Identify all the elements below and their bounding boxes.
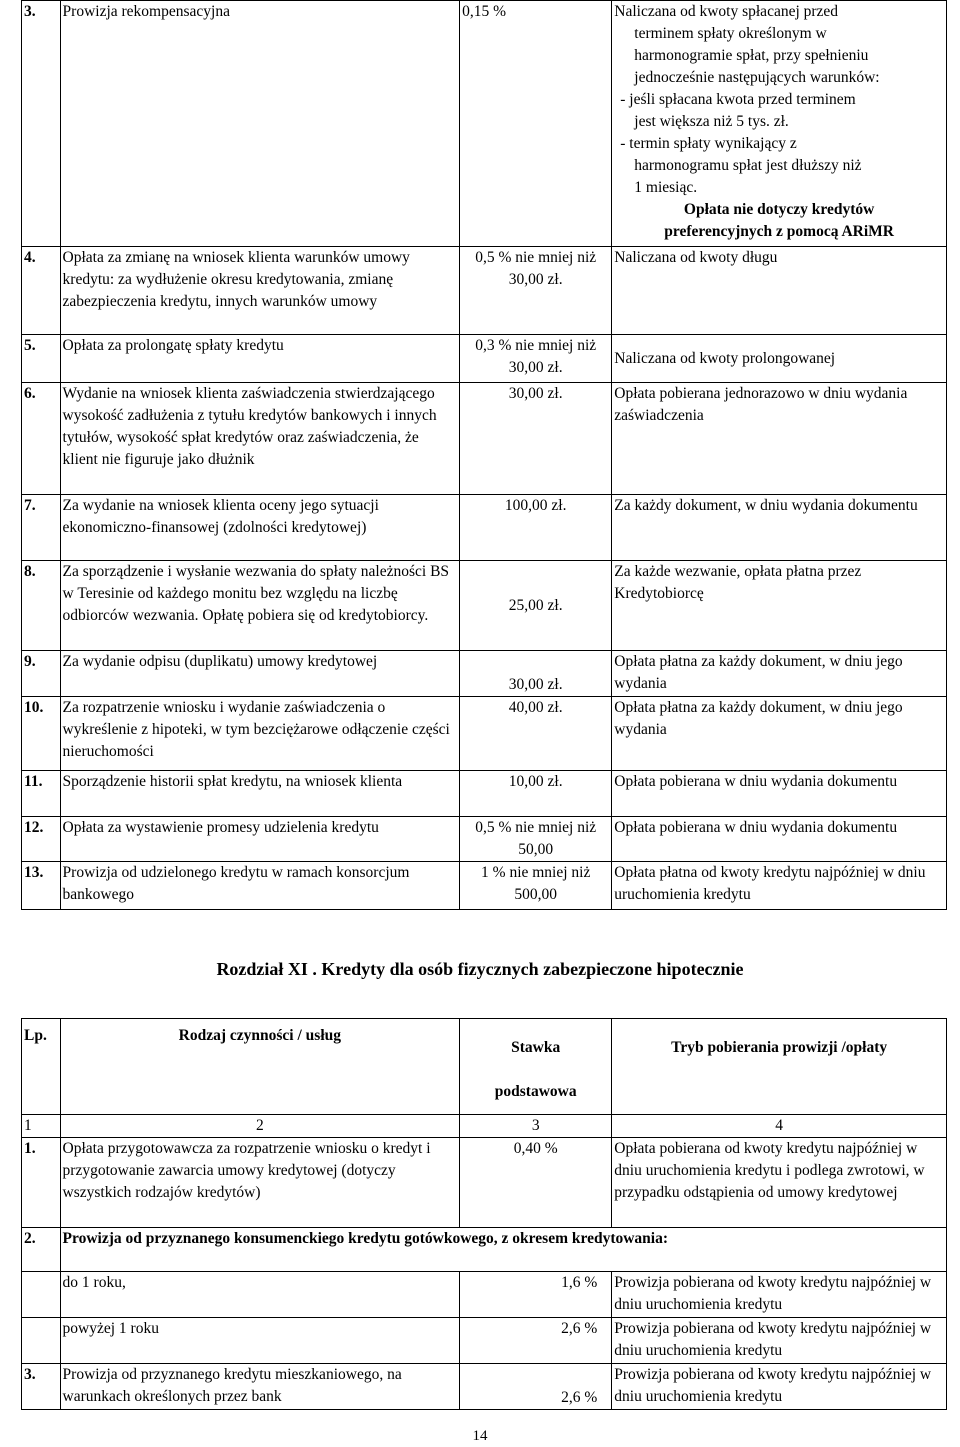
table-row xyxy=(22,561,947,651)
row-name: Prowizja od udzielonego kredytu w ramach konsorcjum bankowego xyxy=(60,862,460,910)
row-mode: Prowizja pobierana od kwoty kredytu najpóźniej w dniu uruchomienia kredytu xyxy=(612,1318,947,1364)
row-name: Za wydanie odpisu (duplikatu) umowy kredytowej xyxy=(60,651,460,697)
mode-line: preferencyjnych z pomocą ARiMR xyxy=(664,223,894,240)
table-row xyxy=(22,1228,947,1272)
row-rate: 10,00 zł. xyxy=(460,771,612,817)
row-mode: Naliczana od kwoty prolongowanej xyxy=(612,335,947,383)
row-rate: 40,00 zł. xyxy=(460,697,612,771)
row-rate: 0,40 % xyxy=(460,1138,612,1228)
table-row xyxy=(22,1138,947,1228)
table-row xyxy=(22,697,947,771)
row-rate: 30,00 zł. xyxy=(460,651,612,697)
row-rate: 2,6 % xyxy=(460,1318,612,1364)
row-mode xyxy=(612,1,947,247)
row-name: Za wydanie na wniosek klienta oceny jego sytuacji ekonomiczno-finansowej (zdolności kredytowej) xyxy=(60,495,460,561)
row-lp: 12. xyxy=(22,817,61,862)
mode-line: harmonogramie spłat, przy spełnieniu xyxy=(634,47,869,64)
page-number: 14 xyxy=(472,1428,488,1444)
table-row xyxy=(22,335,947,383)
mode-line: - termin spłaty wynikający z xyxy=(620,135,797,152)
row-rate: 0,5 % nie mniej niż 50,00 xyxy=(460,817,612,862)
row-lp: 11. xyxy=(22,771,61,817)
table-row xyxy=(22,771,947,817)
row-lp: 4. xyxy=(22,247,61,335)
header-name: Rodzaj czynności / usług xyxy=(60,1019,460,1115)
row-name: Opłata za prolongatę spłaty kredytu xyxy=(60,335,460,383)
row-lp: 6. xyxy=(22,383,61,495)
row-name: Sporządzenie historii spłat kredytu, na wniosek klienta xyxy=(60,771,460,817)
table-row xyxy=(22,862,947,910)
row-rate: 100,00 zł. xyxy=(460,495,612,561)
mode-line: jest większa niż 5 tys. zł. xyxy=(634,113,789,130)
row-name: powyżej 1 roku xyxy=(60,1318,460,1364)
row-mode: Opłata pobierana jednorazowo w dniu wydania zaświadczenia xyxy=(612,383,947,495)
row-rate: 0,5 % nie mniej niż 30,00 zł. xyxy=(460,247,612,335)
row-mode: Naliczana od kwoty długu xyxy=(612,247,947,335)
table-header-row xyxy=(22,1019,947,1115)
row-mode: Opłata płatna od kwoty kredytu najpóźniej w dniu uruchomienia kredytu xyxy=(612,862,947,910)
mode-line: Opłata nie dotyczy kredytów xyxy=(683,201,875,218)
table-row xyxy=(22,1,947,247)
row-lp: 13. xyxy=(22,862,61,910)
table-row xyxy=(22,383,947,495)
row-mode: Za każde wezwanie, opłata płatna przez Kredytobiorcę xyxy=(612,561,947,651)
table-row xyxy=(22,1364,947,1410)
column-number-row xyxy=(22,1115,947,1138)
row-lp: 9. xyxy=(22,651,61,697)
fee-table-upper xyxy=(21,0,947,910)
table-row xyxy=(22,651,947,697)
header-lp: Lp. xyxy=(22,1019,61,1115)
empty-cell xyxy=(22,1318,61,1364)
header-rate-line1: Stawka xyxy=(511,1039,561,1056)
row-name: do 1 roku, xyxy=(60,1272,460,1318)
row-lp: 1. xyxy=(22,1138,61,1228)
mode-line: 1 miesiąc. xyxy=(634,179,698,196)
row-rate: 2,6 % xyxy=(460,1364,612,1410)
row-rate: 0,3 % nie mniej niż 30,00 zł. xyxy=(460,335,612,383)
mode-line: harmonogramu spłat jest dłuższy niż xyxy=(634,157,862,174)
row-lp: 7. xyxy=(22,495,61,561)
row-rate: 1,6 % xyxy=(460,1272,612,1318)
row-mode: Opłata pobierana od kwoty kredytu najpóźniej w dniu uruchomienia kredytu i podlega zwrotowi, w przypadku odstąpienia od umowy kredytowej xyxy=(612,1138,947,1228)
table-row xyxy=(22,817,947,862)
row-name: Za rozpatrzenie wniosku i wydanie zaświadczenia o wykreślenie z hipoteki, w tym bezciężarowe odłączenie części nieruchomości xyxy=(60,697,460,771)
row-mode: Opłata pobierana w dniu wydania dokumentu xyxy=(612,771,947,817)
row-lp: 10. xyxy=(22,697,61,771)
header-rate-line2: podstawowa xyxy=(494,1083,577,1100)
row-name: Prowizja rekompensacyjna xyxy=(60,1,460,247)
mode-line: jednocześnie następujących warunków: xyxy=(634,69,880,86)
row-name: Opłata przygotowawcza za rozpatrzenie wniosku o kredyt i przygotowanie zawarcia umowy kredytowej (dotyczy wszystkich rodzajów kredytów) xyxy=(60,1138,460,1228)
row-lp: 8. xyxy=(22,561,61,651)
row-lp: 3. xyxy=(22,1364,61,1410)
row-mode: Za każdy dokument, w dniu wydania dokumentu xyxy=(612,495,947,561)
table-row xyxy=(22,1272,947,1318)
table-row xyxy=(22,1318,947,1364)
mode-line: terminem spłaty określonym w xyxy=(634,25,827,42)
row-name: Prowizja od przyznanego konsumenckiego kredytu gotówkowego, z okresem kredytowania: xyxy=(60,1228,946,1272)
header-rate xyxy=(460,1019,612,1115)
row-lp: 5. xyxy=(22,335,61,383)
row-mode: Opłata płatna za każdy dokument, w dniu jego wydania xyxy=(612,697,947,771)
fee-table-mortgage xyxy=(21,1018,947,1410)
col-number: 1 xyxy=(22,1115,61,1138)
row-name: Za sporządzenie i wysłanie wezwania do spłaty należności BS w Teresinie od każdego monitu bez względu na liczbę odbiorców wezwania. Opłatę pobiera się od kredytobiorcy. xyxy=(60,561,460,651)
row-mode: Prowizja pobierana od kwoty kredytu najpóźniej w dniu uruchomienia kredytu xyxy=(612,1272,947,1318)
empty-cell xyxy=(22,1272,61,1318)
col-number: 3 xyxy=(460,1115,612,1138)
row-mode: Prowizja pobierana od kwoty kredytu najpóźniej w dniu uruchomienia kredytu xyxy=(612,1364,947,1410)
col-number: 4 xyxy=(612,1115,947,1138)
row-rate: 25,00 zł. xyxy=(460,561,612,651)
header-mode: Tryb pobierania prowizji /opłaty xyxy=(612,1019,947,1115)
row-mode: Opłata pobierana w dniu wydania dokumentu xyxy=(612,817,947,862)
row-rate: 1 % nie mniej niż 500,00 xyxy=(460,862,612,910)
row-name: Prowizja od przyznanego kredytu mieszkaniowego, na warunkach określonych przez bank xyxy=(60,1364,460,1410)
row-name: Opłata za zmianę na wniosek klienta warunków umowy kredytu: za wydłużenie okresu kredytowania, zmianę zabezpieczenia kredytu, innych warunków umowy xyxy=(60,247,460,335)
mode-line: - jeśli spłacana kwota przed terminem xyxy=(620,91,856,108)
row-mode: Opłata płatna za każdy dokument, w dniu jego wydania xyxy=(612,651,947,697)
col-number: 2 xyxy=(60,1115,460,1138)
row-rate: 0,15 % xyxy=(460,1,612,247)
table-row xyxy=(22,495,947,561)
row-lp: 2. xyxy=(22,1228,61,1272)
row-rate: 30,00 zł. xyxy=(460,383,612,495)
row-name: Opłata za wystawienie promesy udzielenia kredytu xyxy=(60,817,460,862)
row-lp: 3. xyxy=(22,1,61,247)
section-heading: Rozdział XI . Kredyty dla osób fizycznych zabezpieczone hipotecznie xyxy=(216,959,744,979)
mode-line: Naliczana od kwoty spłacanej przed xyxy=(614,3,839,20)
table-row xyxy=(22,247,947,335)
row-name: Wydanie na wniosek klienta zaświadczenia stwierdzającego wysokość zadłużenia z tytułu kredytów bankowych i innych tytułów, wysokość spłat kredytów oraz zaświadczenia, że klient nie figuruje jako dłużnik xyxy=(60,383,460,495)
